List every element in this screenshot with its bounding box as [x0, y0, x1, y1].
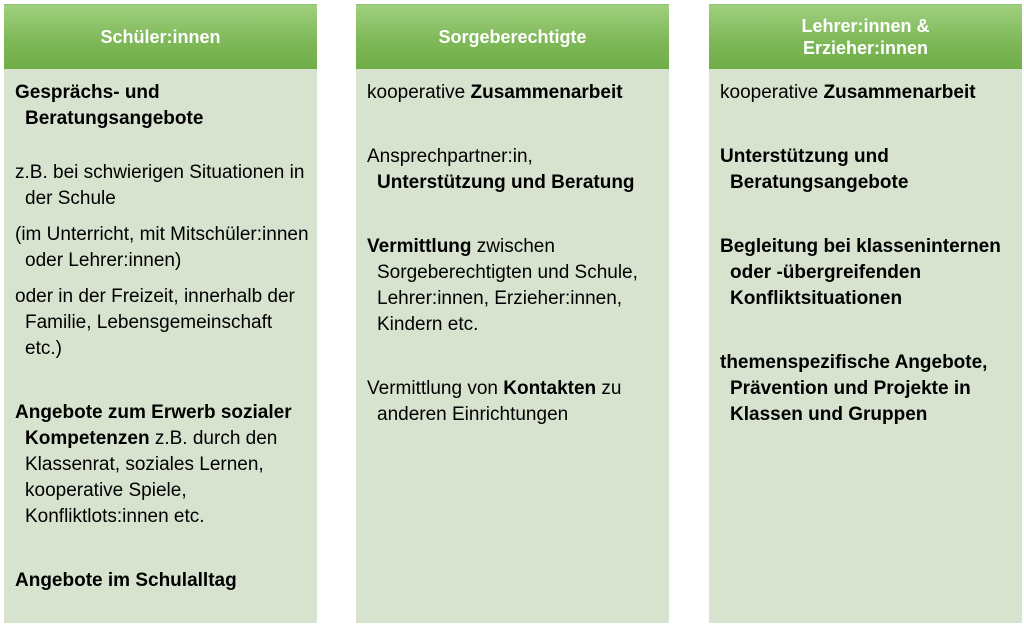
- text-block: Vermittlung von Kontakten zu anderen Einrichtungen: [367, 378, 622, 425]
- column-header: Schüler:innen: [4, 4, 317, 69]
- text-block: oder in der Freizeit, innerhalb der Familie, Lebensgemeinschaft etc.): [15, 286, 295, 359]
- column-body: [4, 69, 317, 623]
- column-lehrer-erzieher: [709, 4, 1022, 623]
- text-block: Ansprechpartner:in, Unterstützung und Beratung: [367, 146, 635, 193]
- text-block: Begleitung bei klasseninternen oder -übergreifenden Konfliktsituationen: [720, 236, 1001, 309]
- text-block: (im Unterricht, mit Mitschüler:innen oder Lehrer:innen): [15, 224, 309, 271]
- text-block: Unterstützung und Beratungsangebote: [720, 146, 909, 193]
- text-block: Angebote zum Erwerb sozialer Kompetenzen z.B. durch den Klassenrat, soziales Lernen, kooperative Spiele, Konfliktlots:innen etc.: [15, 402, 292, 527]
- column-body: [356, 69, 669, 623]
- text-block: kooperative Zusammenarbeit: [720, 82, 976, 103]
- text-block: themenspezifische Angebote, Prävention und Projekte in Klassen und Gruppen: [720, 352, 988, 425]
- text-block: Gesprächs- und Beratungsangebote: [15, 82, 204, 129]
- column-body: [709, 69, 1022, 623]
- text-block: Angebote im Schulalltag: [15, 570, 237, 591]
- column-sorgeberechtigte: [356, 4, 669, 623]
- text-block: Vermittlung zwischen Sorgeberechtigten und Schule, Lehrer:innen, Erzieher:innen, Kindern etc.: [367, 236, 638, 335]
- text-block: z.B. bei schwierigen Situationen in der Schule: [15, 162, 305, 209]
- column-header: Sorgeberechtigte: [356, 4, 669, 69]
- column-header: Lehrer:innen & Erzieher:innen: [709, 4, 1022, 69]
- text-block: kooperative Zusammenarbeit: [367, 82, 623, 103]
- column-schueler: [4, 4, 317, 623]
